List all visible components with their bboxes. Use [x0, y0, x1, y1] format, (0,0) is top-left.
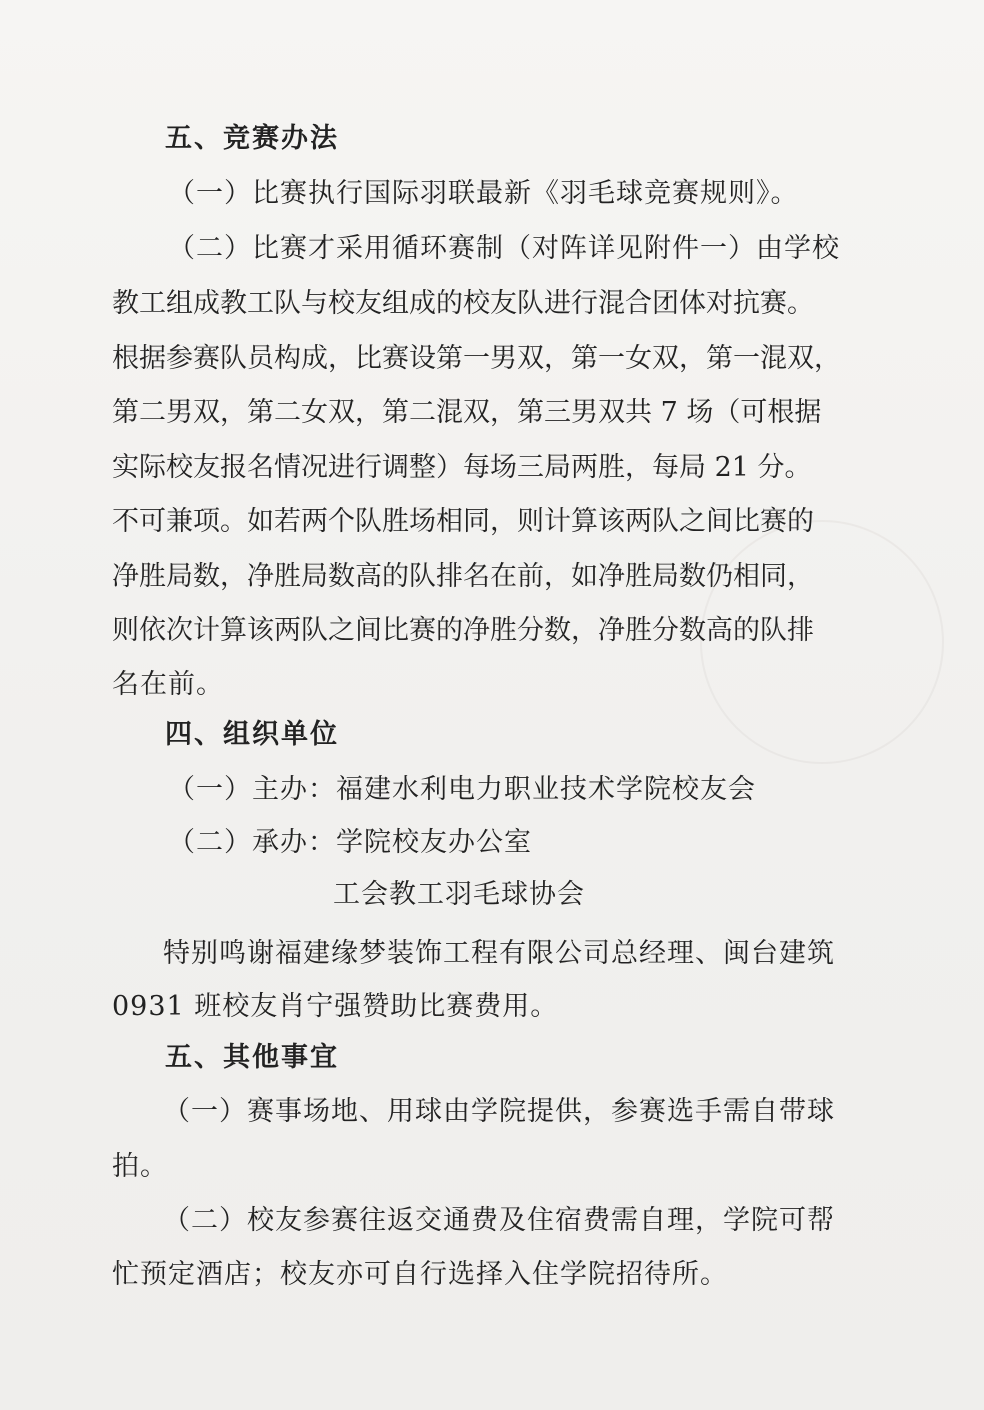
paragraph-line: 第二男双，第二女双，第二混双，第三男双共 7 场（可根据	[112, 397, 822, 428]
paragraph-line: 名在前。	[112, 669, 224, 700]
paragraph-line: （二）承办：学院校友办公室	[168, 827, 532, 858]
paragraph-line: 教工组成教工队与校友组成的校友队进行混合团体对抗赛。	[112, 288, 814, 319]
paragraph-line: （一）比赛执行国际羽联最新《羽毛球竞赛规则》。	[168, 178, 799, 209]
paragraph-line: （二）比赛才采用循环赛制（对阵详见附件一）由学校	[168, 233, 840, 264]
paragraph-line: （一）赛事场地、用球由学院提供，参赛选手需自带球	[163, 1096, 835, 1127]
paragraph-line: （二）校友参赛往返交通费及住宿费需自理，学院可帮	[163, 1205, 835, 1236]
paragraph-line: 不可兼项。如若两个队胜场相同，则计算该两队之间比赛的	[112, 506, 814, 537]
section-heading-other-matters: 五、其他事宜	[165, 1042, 339, 1073]
section-heading-competition-method: 五、竞赛办法	[165, 123, 339, 154]
paragraph-line: 工会教工羽毛球协会	[333, 879, 585, 910]
paragraph-line: 实际校友报名情况进行调整）每场三局两胜，每局 21 分。	[112, 452, 812, 483]
paragraph-line: 忙预定酒店；校友亦可自行选择入住学院招待所。	[112, 1259, 728, 1290]
section-heading-organizers: 四、组织单位	[165, 719, 339, 750]
paragraph-line: 根据参赛队员构成，比赛设第一男双，第一女双，第一混双，	[112, 343, 841, 374]
paragraph-line: 0931 班校友肖宁强赞助比赛费用。	[112, 991, 559, 1022]
paragraph-line: 拍。	[112, 1151, 168, 1182]
paragraph-line: （一）主办：福建水利电力职业技术学院校友会	[168, 774, 756, 805]
paragraph-line: 特别鸣谢福建缘梦装饰工程有限公司总经理、闽台建筑	[163, 938, 835, 969]
paragraph-line: 则依次计算该两队之间比赛的净胜分数，净胜分数高的队排	[112, 615, 814, 646]
paragraph-line: 净胜局数，净胜局数高的队排名在前，如净胜局数仍相同，	[112, 561, 814, 592]
